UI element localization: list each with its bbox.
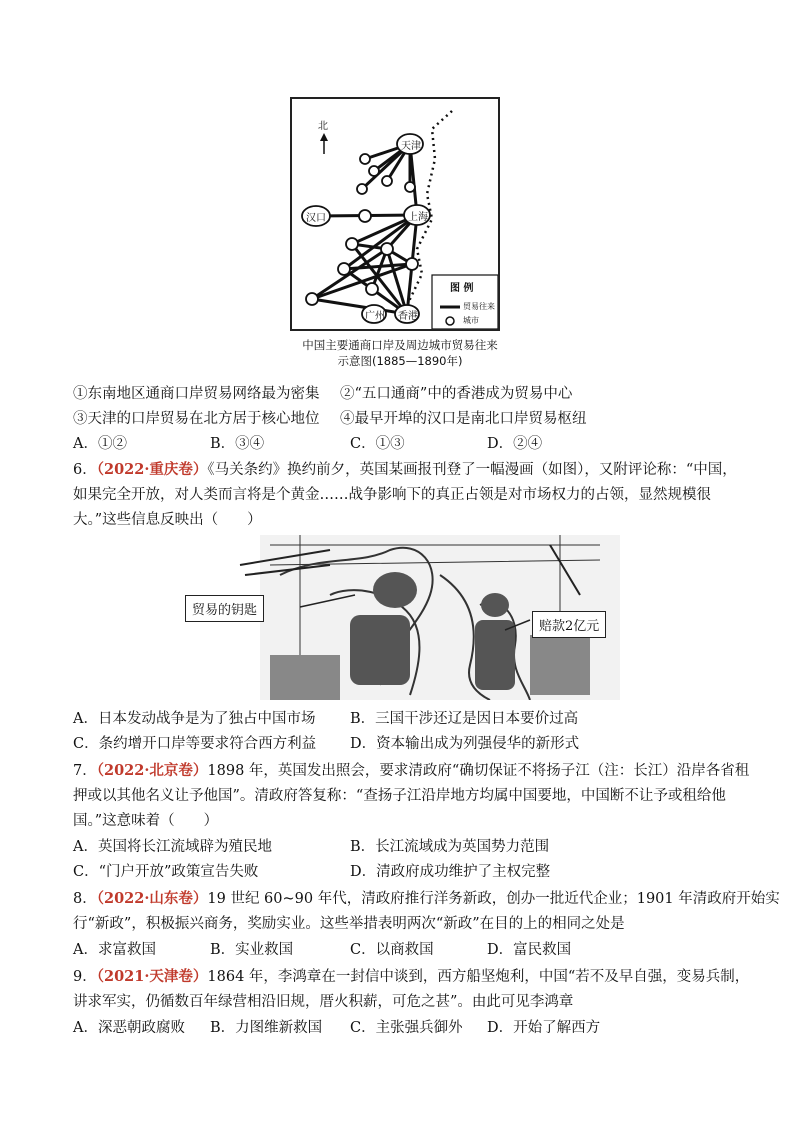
- q5-statement-1: ①东南地区通商口岸贸易网络最为密集: [73, 386, 320, 402]
- q9-option-b[interactable]: B．力图维新救国: [210, 1020, 323, 1036]
- q5-statement-4: ④最早开埠的汉口是南北口岸贸易枢纽: [340, 411, 587, 427]
- q7-option-a[interactable]: A．英国将长江流域辟为殖民地: [73, 839, 272, 855]
- cartoon-callout-trade-key: 贸易的钥匙: [185, 595, 264, 622]
- q7-text-1: 1898 年，英国发出照会，要求清政府“确切保证不将扬子江（注：长江）沿岸各省租: [207, 763, 750, 779]
- north-label: 北: [318, 121, 328, 132]
- q9-line-1: [73, 967, 749, 987]
- q7-option-d[interactable]: D．清政府成功维护了主权完整: [350, 864, 551, 880]
- q5-statement-3: ③天津的口岸贸易在北方居于核心地位: [73, 411, 320, 427]
- q7-number: 7．: [73, 763, 97, 779]
- legend-city-label: 城市: [463, 316, 479, 325]
- q8-source: （2022·山东卷）: [96, 890, 208, 907]
- q6-line-2: 如果完全开放，对人类而言将是个黄金……战争影响下的真正占领是对市场权力的占领，显然规模很: [73, 487, 711, 503]
- legend-city-circle: [446, 317, 454, 325]
- trade-map-figure: [290, 97, 500, 331]
- q9-line-2: 讲求军实，仍循数百年绿营相沿旧规，厝火积薪，可危之甚”。由此可见李鸿章: [73, 994, 574, 1010]
- q5-option-b[interactable]: B．③④: [210, 436, 265, 452]
- q5-option-d[interactable]: D．②④: [487, 436, 543, 452]
- q7-source: （2022·北京卷）: [96, 762, 208, 779]
- q7-line-1: [73, 761, 749, 781]
- q6-text-1: 《马关条约》换约前夕，英国某画报刊登了一幅漫画（如图），又附评论称：“中国，: [207, 462, 737, 478]
- city-label-tianjin: 天津: [401, 141, 421, 152]
- q7-option-b[interactable]: B．长江流域成为英国势力范围: [350, 839, 550, 855]
- q7-line-3: 国。”这意味着（ ）: [73, 813, 219, 829]
- q6-option-b[interactable]: B．三国干涉还辽是因日本要价过高: [350, 711, 579, 727]
- q6-source: （2022·重庆卷）: [96, 461, 208, 478]
- city-label-hankou: 汉口: [306, 213, 326, 224]
- q6-option-c[interactable]: C．条约增开口岸等要求符合西方利益: [73, 736, 317, 752]
- q6-cartoon-image: [180, 535, 620, 700]
- q9-source: （2021·天津卷）: [96, 968, 208, 985]
- q6-line-3: 大。”这些信息反映出（ ）: [73, 512, 262, 528]
- trade-lines: [312, 144, 417, 314]
- q6-line-1: [73, 460, 737, 480]
- q8-text-1: 19 世纪 60~90 年代，清政府推行洋务新政，创办一批近代企业；1901 年清政府开始实: [207, 891, 780, 907]
- city-label-guangzhou: 广州: [365, 311, 385, 322]
- q7-option-c[interactable]: C．“门户开放”政策宣告失败: [73, 864, 259, 880]
- q8-option-c[interactable]: C．以商救国: [350, 942, 434, 958]
- q8-option-a[interactable]: A．求富救国: [73, 942, 156, 958]
- q8-line-2: 行“新政”，积极振兴商务，奖励实业。这些举措表明两次“新政”在目的上的相同之处是: [73, 916, 625, 932]
- q5-option-a[interactable]: A．①②: [73, 436, 127, 452]
- q8-option-d[interactable]: D．富民救国: [487, 942, 572, 958]
- legend-trade-label: 贸易往来: [463, 302, 495, 311]
- cartoon-callout-indemnity: 赔款2亿元: [532, 611, 606, 638]
- q8-number: 8．: [73, 891, 97, 907]
- q5-option-c[interactable]: C．①③: [350, 436, 405, 452]
- q6-option-a[interactable]: A．日本发动战争是为了独占中国市场: [73, 711, 316, 727]
- q6-option-d[interactable]: D．资本输出成为列强侵华的新形式: [350, 736, 580, 752]
- q5-statement-2: ②“五口通商”中的香港成为贸易中心: [340, 386, 573, 402]
- legend-title: 图 例: [450, 283, 474, 294]
- q9-option-c[interactable]: C．主张强兵御外: [350, 1020, 463, 1036]
- city-label-shanghai: 上海: [408, 212, 428, 223]
- q9-text-1: 1864 年，李鸿章在一封信中谈到，西方船坚炮利，中国“若不及早自强，变易兵制，: [207, 969, 750, 985]
- q9-option-a[interactable]: A．深恶朝政腐败: [73, 1020, 185, 1036]
- q7-line-2: 押或以其他名义让予他国”。清政府答复称：“查扬子江沿岸地方均属中国要地，中国断不让予或租给他: [73, 788, 726, 804]
- q8-line-1: [73, 889, 780, 909]
- q8-option-b[interactable]: B．实业救国: [210, 942, 294, 958]
- q9-option-d[interactable]: D．开始了解西方: [487, 1020, 601, 1036]
- q9-number: 9．: [73, 969, 97, 985]
- map-caption-line2: 示意图(1885—1890年): [337, 354, 463, 368]
- map-caption-line1: 中国主要通商口岸及周边城市贸易往来: [302, 338, 498, 352]
- q6-number: 6．: [73, 462, 97, 478]
- city-label-hongkong: 香港: [398, 311, 418, 322]
